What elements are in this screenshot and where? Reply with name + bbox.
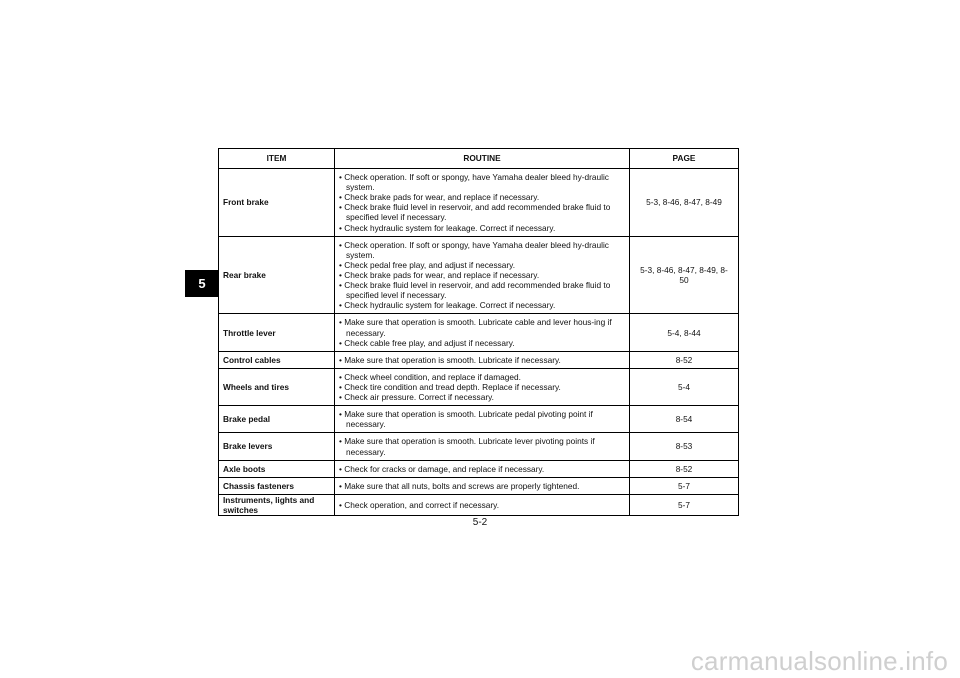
header-item: ITEM	[219, 149, 335, 169]
routine-cell	[335, 494, 630, 515]
routine-bullet: • Check hydraulic system for leakage. Correct if necessary.	[339, 223, 625, 233]
item-cell: Chassis fasteners	[219, 477, 335, 494]
table-row	[219, 169, 739, 237]
page-cell: 8-53	[630, 433, 739, 460]
item-cell: Rear brake	[219, 236, 335, 314]
chapter-tab: 5	[185, 270, 219, 297]
routine-bullet: • Check brake fluid level in reservoir, and add recommended brake fluid to specified level if necessary.	[339, 280, 625, 300]
page-number: 5-2	[472, 517, 488, 528]
routine-bullet: • Make sure that operation is smooth. Lubricate pedal pivoting point if necessary.	[339, 409, 625, 429]
routine-bullet: • Check for cracks or damage, and replace if necessary.	[339, 464, 625, 474]
routine-cell	[335, 368, 630, 405]
routine-cell	[335, 460, 630, 477]
table-row	[219, 433, 739, 460]
routine-bullet: • Check tire condition and tread depth. Replace if necessary.	[339, 382, 625, 392]
table-row	[219, 368, 739, 405]
routine-cell	[335, 169, 630, 237]
header-routine: ROUTINE	[335, 149, 630, 169]
item-cell: Axle boots	[219, 460, 335, 477]
routine-bullet: • Check brake fluid level in reservoir, and add recommended brake fluid to specified level if necessary.	[339, 202, 625, 222]
table-row	[219, 351, 739, 368]
routine-cell	[335, 351, 630, 368]
routine-cell	[335, 314, 630, 351]
routine-bullet: • Check cable free play, and adjust if necessary.	[339, 338, 625, 348]
table-row	[219, 236, 739, 314]
item-cell: Instruments, lights and switches	[219, 494, 335, 515]
routine-bullet: • Check operation. If soft or spongy, have Yamaha dealer bleed hy-draulic system.	[339, 240, 625, 260]
table-row	[219, 477, 739, 494]
routine-cell	[335, 433, 630, 460]
routine-bullet: • Make sure that operation is smooth. Lubricate cable and lever hous-ing if necessary.	[339, 317, 625, 337]
routine-bullet: • Check operation, and correct if necessary.	[339, 500, 625, 510]
table-row	[219, 314, 739, 351]
item-cell: Control cables	[219, 351, 335, 368]
item-cell: Throttle lever	[219, 314, 335, 351]
table-row	[219, 406, 739, 433]
page-cell: 5-3, 8-46, 8-47, 8-49, 8-50	[630, 236, 739, 314]
watermark: carmanualsonline.info	[690, 646, 948, 676]
routine-bullet: • Check brake pads for wear, and replace if necessary.	[339, 192, 625, 202]
page-cell: 8-52	[630, 351, 739, 368]
item-cell: Front brake	[219, 169, 335, 237]
page-cell: 5-3, 8-46, 8-47, 8-49	[630, 169, 739, 237]
item-cell: Brake pedal	[219, 406, 335, 433]
routine-cell	[335, 477, 630, 494]
page-cell: 5-4, 8-44	[630, 314, 739, 351]
page-cell: 8-54	[630, 406, 739, 433]
page-cell: 5-7	[630, 494, 739, 515]
page-cell: 5-7	[630, 477, 739, 494]
page-cell: 8-52	[630, 460, 739, 477]
item-cell: Wheels and tires	[219, 368, 335, 405]
table-body	[219, 169, 739, 516]
page-cell: 5-4	[630, 368, 739, 405]
table-row	[219, 460, 739, 477]
routine-bullet: • Check pedal free play, and adjust if necessary.	[339, 260, 625, 270]
routine-cell	[335, 406, 630, 433]
table-row	[219, 494, 739, 515]
routine-cell	[335, 236, 630, 314]
header-page: PAGE	[630, 149, 739, 169]
table-header-row	[219, 149, 739, 169]
maintenance-table	[218, 148, 739, 516]
routine-bullet: • Make sure that operation is smooth. Lubricate if necessary.	[339, 355, 625, 365]
routine-bullet: • Check brake pads for wear, and replace if necessary.	[339, 270, 625, 280]
routine-bullet: • Check operation. If soft or spongy, have Yamaha dealer bleed hy-draulic system.	[339, 172, 625, 192]
routine-bullet: • Check hydraulic system for leakage. Correct if necessary.	[339, 300, 625, 310]
routine-bullet: • Make sure that operation is smooth. Lubricate lever pivoting points if necessary.	[339, 436, 625, 456]
routine-bullet: • Make sure that all nuts, bolts and screws are properly tightened.	[339, 481, 625, 491]
item-cell: Brake levers	[219, 433, 335, 460]
routine-bullet: • Check wheel condition, and replace if damaged.	[339, 372, 625, 382]
routine-bullet: • Check air pressure. Correct if necessary.	[339, 392, 625, 402]
